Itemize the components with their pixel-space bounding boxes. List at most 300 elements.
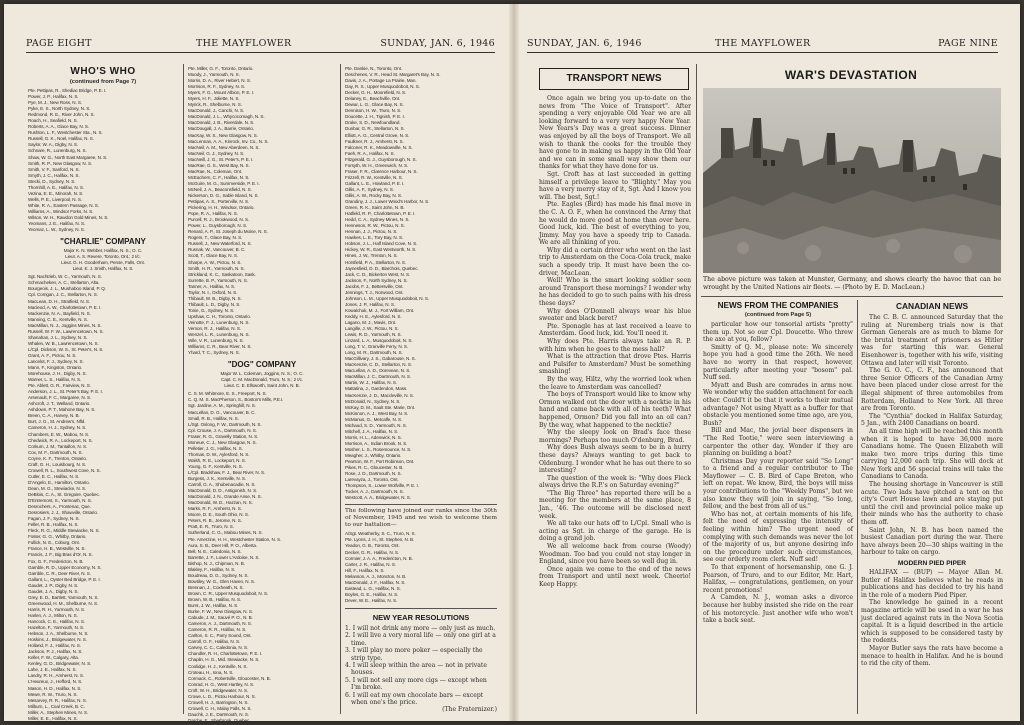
roster-entry: Macleod, A. W., Charlottetown, P. E. I.: [28, 304, 102, 310]
roster-list: [28, 274, 178, 721]
roster-entry: MacDonald, J., Canchi, N. S.: [188, 108, 245, 114]
roster-entry: MacNeil, A. M., New Aberdeen, N. S.: [188, 144, 260, 150]
roster-entry: Young, G. F., Kentville, N. S.: [188, 463, 243, 469]
photo-caption: The above picture was taken at Munster, Germany, and shows clearly the havoc that can be wrought by the United Nations air fleets. — (Photo by E. D. MacLean.): [703, 276, 1001, 291]
transport-paragraph: Why did a certain driver who went on the last trip to Amsterdam on the Coca-Cola truck, make such a speedy trip. It must have been the co-driver, MacLean.: [539, 246, 691, 277]
roster-entry: McManus, G., Metcalfe, N. S.: [345, 416, 403, 422]
transport-paragraph: By the way, Hiltz, why the worried look when the leave to Amsterdam was cancelled?: [539, 375, 691, 391]
roster-entry: Crowell, R. L., Southwest Cove, N. S.: [28, 467, 101, 473]
roster-entry: Jackson, F., North Sydney, N. S.: [345, 277, 408, 283]
roster-entry: Gallant, L., Oyster Bed Bridge, P. E. I.: [28, 576, 101, 582]
roster-entry: Grant, A. F., Pictou, N. S.: [28, 352, 77, 358]
transport-paragraph: We all welcome back from course (Woody) Woodman. Too bad you could not stay longer in England, since you have been so well dug in.: [539, 543, 691, 566]
roster-entry: Yeomaz, L. W., Sydney, N. S.: [28, 227, 85, 233]
officer-entry: Capt. C. M. MacDonald, Truro, N. S.; 2 I/c.: [221, 377, 303, 383]
officer-entry: Lieut. C. E. Ellsworth, Saint John, N. B.: [224, 383, 300, 389]
roster-entry: Wile, V. R., Lunenburg, N. S.: [188, 338, 244, 344]
page-number: PAGE EIGHT: [26, 38, 92, 49]
roster-entry: Williams, C. R., Bear River, N. S.: [188, 344, 252, 350]
roster-entry: Schmacheken, A. C., Stellarton, Alta.: [28, 280, 100, 286]
roster-entry: Morrison, R. F., Sydney, N. S.: [188, 84, 246, 90]
roster-entry: Rose, J. D., Dartmouth, N. S.: [345, 471, 402, 477]
dog-company-title: "DOG" COMPANY: [227, 360, 297, 370]
roster-entry: Kenley, G. D., Bridgewater, N. S.: [28, 661, 92, 667]
roster-entry: Lagano, M. J., Mavis, Ont.: [345, 319, 397, 325]
roster-entry: Linzard, L. A., Musquodoboit, N. S.: [345, 338, 413, 344]
column-rule: [857, 300, 858, 714]
roster-entry: Thibault, W. B., Digby, N. S.: [188, 295, 242, 301]
transport-paragraph: Pte. Sponagle has at last received a leave to Amsterdam. Good luck, kid. You'll need it.: [539, 322, 691, 338]
page-header: [527, 38, 998, 53]
roster-entry: Dunbar, G. R., Stellarton, N. S.: [345, 126, 405, 132]
roster-entry: Hobson, J. L., Half Island Cove, N. S.: [345, 241, 418, 247]
roster-entry: Corkum, J. M., Tantallon, N. S.: [28, 443, 88, 449]
issue-date: SUNDAY, JAN. 6, 1946: [380, 38, 495, 49]
roster-entry: D'Angelo, E., Hamilton, Ontario.: [28, 479, 90, 485]
roster-entry: Mattatina, J., Gardendon, Mass.: [345, 386, 408, 392]
roster-entry: Jaynesfield, D. D., Blarchois, Quebec.: [345, 265, 419, 271]
transport-paragraph: Once again we bring you up-to-date on the news from "The Voice of Transport". After spending a very enjoyable Old Year we are all looking forward to a very very happy New Year. New Years's Day was a great success. Dinner was enjoyed by all the boys of Transport. We all wish to thank the cooks for the trouble they have gone to in making us happy in the Old Year and we can in some small way show them our thanks for what they have done for us.: [539, 95, 691, 171]
companies-paragraph: To that exponent of horsemanship, one G. J. Pearson, of Truro, and to our Editor, Mr. Hart, Halifax, — congratulations, gentlemen, on your recent promotions!: [703, 564, 853, 594]
roster-entry: Blakley, F., Halifax, N. S.: [188, 566, 236, 572]
roster-entry: Hickey, W. R., East Wentworth, N. S.: [345, 247, 417, 253]
roster-entry: Craft, G. H., Louisbourg, N. S.: [28, 461, 87, 467]
roster-entry: Arsenault, F. C., Margaree, N. S.: [28, 395, 92, 401]
companies-news-title: NEWS FROM THE COMPANIES: [717, 301, 839, 310]
roster-entry: Russell, J., New Waterford, N. S.: [188, 241, 252, 247]
roster-entry: Upshaw, C. H., Toronto, Ontario.: [188, 313, 251, 319]
roster-entry: Peters, R. B., Jerome, N. S.: [188, 518, 242, 524]
officer-list: [28, 248, 178, 272]
roster-list: [28, 88, 178, 233]
roster-entry: Burnt, J. W., Halifax, N. S.: [188, 603, 239, 609]
officer-entry: Lieut. E. J. Smith, Halifax, N. S.: [72, 266, 134, 272]
ruins-photo-illustration: [703, 88, 1001, 273]
issue-date: SUNDAY, JAN. 6, 1946: [527, 38, 642, 49]
roster-entry: Bishop, N. J., Chipman, N. B.: [188, 560, 245, 566]
roster-entry: Drake, S. D., Newfoundland.: [345, 120, 401, 126]
roster-entry: MacMillan, J. C., Dartmouth, N. S.: [345, 374, 412, 380]
roster-entry: Breen, C. A., Harvey, N. B.: [28, 413, 80, 419]
roster-entry: Fraser, R. G., Gravelly Station, N. S.: [188, 433, 259, 439]
masthead-title: THE MAYFLOWER: [196, 38, 292, 49]
transport-paragraph: We all take our hats off to L/Cpl. Small who is acting as Sgt. in charge of the garage. He is doing a grand job.: [539, 520, 691, 543]
roster-entry: Vernon, R. J., Halifax, N. S.: [188, 326, 242, 332]
roster-entry: Bowtiley, W. G., Glen Haven, N. S.: [188, 578, 255, 584]
roster-entry: Hancock, C. E., Halifax, N. S.: [28, 618, 85, 624]
canadian-paragraph: Saint John, N. B. has been named the busiest Canadian port during the war. There have always been 20—30 ships waiting in the harbour to take on cargo.: [861, 526, 1003, 557]
new-member-entry: Pte. Lyons, J. H., St. Stephen, N. B.: [345, 537, 415, 543]
roster-entry: Faulkner, R. J., Amherst, N. S.: [345, 138, 404, 144]
roster-entry: Sgt. Nachtrieb, W. C., Yarmouth, N. S.: [28, 274, 102, 280]
roster-entry: McDonald, N., Sydney, N. S.: [345, 398, 401, 404]
transport-paragraph: The boys of Transport would like to know why Ormon walked out the door with a necktie in his hand and came back with all of his teeth? What happened, Ormon? Did you fall into an oil can? By the way, what happened to the necktie?: [539, 391, 691, 429]
roster-entry: Gaudet, J. P., Digby, N. S.: [28, 582, 79, 588]
companies-paragraph: A Camden, N. J., woman asks a divorce because her hubby insisted she ride on the rear of his motorcycle. Just another wife who won't take a back seat.: [703, 594, 853, 625]
roster-entry: MacNeill, J. G., St. Peter's, P. E. I.: [188, 156, 254, 162]
roster-entry: Saylor, W. A., Digby, N. S.: [28, 142, 79, 148]
roster-entry: Tanner, A., Halifax, N. S.: [188, 283, 236, 289]
roster-entry: Lancelot, F. J., Sydney, N. S.: [28, 358, 84, 364]
roster-entry: Chambers, E. W., Mabou, N. S.: [28, 431, 90, 437]
roster-entry: McNeil, J. A., Beaconsfield, N. S.: [188, 186, 252, 192]
resolution-item: 2. I will live a very moral life — only one girl at a time.: [345, 632, 496, 647]
resolutions-title: NEW YEAR RESOLUTIONS: [372, 612, 470, 622]
roster-entry: Martin, W. J., Halifax, N. S.: [345, 380, 397, 386]
resolution-item: 6. I will eat my own chocolate bars — except when one's the price.: [345, 691, 484, 706]
new-member-entry: MacDonald, J. F., Halifax, N. S.: [345, 579, 406, 585]
roster-entry: Smith, R. P., New Glasgow, N. S.: [28, 160, 93, 166]
canadian-paragraph: The housing shortage in Vancouver is still acute. Two lads have pitched a tent on the city's Court House lawn and are staying put until the civil and provincial police make up their minds who has the authority to chase them off.: [861, 481, 1003, 527]
transport-news-box: [539, 68, 689, 90]
roster-entry: Cutler, E. C., Halifax, N. S.: [28, 473, 80, 479]
roster-entry: Redmond, R. E., River John, N. S.: [28, 112, 95, 118]
roster-entry: Cpl. Crouse, J. A., Dartmouth, N. S.: [188, 427, 257, 433]
roster-entry: Landry, R. H., Amherst, N. S.: [28, 673, 84, 679]
roster-entry: MacDonald, J. N., Grande Anse, N. S.: [188, 494, 262, 500]
roster-entry: Tucker, A. J., Dartmouth, N. S.: [345, 489, 404, 495]
roster-entry: Walsh, R. E., Lockeport, N. S.: [188, 457, 246, 463]
munster-ruins-photo: [703, 88, 1001, 273]
roster-entry: Aura, S. B., Deer Hill, P. O., Alberta.: [188, 542, 258, 548]
roster-entry: MacDonald, J. B., Riverdale, N. S.: [188, 120, 255, 126]
roster-list: [345, 66, 497, 501]
roster-entry: Mesarvey, R. R., Halifax, N. S.: [28, 697, 87, 703]
roster-entry: Chaplin, H. G., Mid. Stewiacke, N. S.: [188, 657, 260, 663]
companies-paragraph: Christmas Day your reporter said "So Long" to a friend and a regular contributor to The Mayflower — C. B. Bird of Cape Breton, who left on repat. We know, Bird, the boys will miss your contributions to the "Weekly Poms", but we also know they will join in saying, "So long, fellow, and the best from all of us.": [703, 457, 853, 511]
roster-entry: Johnson, L. M., Upper Musquodoboit, N. S.: [345, 295, 429, 301]
roster-entry: Keller, F. W., Calgary, Alta.: [28, 655, 79, 661]
roster-entry: Lahe, J. E., Halifax, N. S.: [28, 667, 77, 673]
roster-entry: Whalen, W. B., Lawrencetown, N. S.: [28, 340, 99, 346]
roster-entry: Wilson, W. H., Rawdon Gold Mines, N. S.: [28, 214, 109, 220]
roster-entry: C. Q. M. S. MacPherson, S., Boston's Mills, P.E.I.: [188, 397, 284, 403]
transport-paragraph: Why the sleepy look on Brad's face these mornings? Perhaps too much O'denburg, Brad.: [539, 429, 691, 444]
roster-entry: Morehouse, J. H., Digby, N. S.: [28, 371, 87, 377]
roster-entry: Moore, D. E., South Ohio, N. S.: [188, 512, 249, 518]
roster-entry: McEachern, C. F., Halifax, N. S.: [188, 174, 250, 180]
roster-list: [188, 66, 336, 356]
roster-entry: Rusnak, W., Vancouver, B. C.: [188, 247, 246, 253]
transport-paragraph: "The Big Three" has reported there will be a meeting for the members at the same place, 8 Jan., '46. The outcome will be disclosed next week.: [539, 489, 691, 520]
roster-entry: Manning, C. E., Kentville, N. S.: [28, 316, 88, 322]
roster-entry: Rushton, L. F., Westchester Sta., N. S.: [28, 130, 103, 136]
roster-entry: Lewis, R. D., Yarmouth, N. S.: [345, 332, 402, 338]
roster-entry: Anderson, J. L., St. Peter's Bay, P. E. I.: [28, 389, 103, 395]
whos-who-column-1: [28, 66, 178, 721]
canadian-paragraph: The C. B. C. announced Saturday that the ruling at Nuremberg trials now is that German Generals are as much to blame for the brutal treatment of prisoners as Hitler was for starting this war. General Eisenhower is, together with his wife, visiting Ottawa and later will visit Toronto.: [861, 314, 1003, 367]
roster-entry: Cameron, H. J., Sydney, N. S.: [28, 425, 87, 431]
canadian-news-title: CANADIAN NEWS: [895, 301, 969, 311]
roster-entry: Pickering, H. H., Windsor, Ontario.: [188, 205, 255, 211]
roster-entry: Mackenzie, N. A., Bayfield, N. S.: [28, 310, 91, 316]
roster-entry: Purcell, R. J., Brookwood, N. S.: [188, 217, 250, 223]
new-member-entry: Dever, W. E., Halifax, N. S.: [345, 597, 398, 603]
transport-news-body: [539, 95, 691, 715]
section-divider: [701, 296, 1003, 297]
roster-entry: Mosher, L. S., Rosemounce, N. S.: [345, 446, 412, 452]
transport-paragraph: Once again we come to the end of the news from Transport and until next week. Cheerio! Keep Happy.: [539, 565, 691, 588]
roster-entry: Brennan, J., Coxheath, N. S.: [188, 584, 244, 590]
roster-entry: Barrette, J. F., Lower L'Ardoise, N. S.: [188, 554, 260, 560]
transport-paragraph: Why does Bush always seem to be in a hurry these days? Always wanting to get back to Oldenburg. I wonder what he has out there to so interesting?: [539, 444, 691, 475]
roster-entry: Smith, V. F., Sanford, N. S.: [28, 166, 80, 172]
roster-entry: Pte. Dankie, N., Toronto, Ont.: [345, 66, 402, 71]
roster-entry: Cpl. Corrigan, J. C., Stellarton, N. S.: [28, 292, 98, 298]
roster-entry: Pettipas, A. S., Porterville, N. S.: [188, 199, 250, 205]
roster-entry: Davis, J. A., Portage La Prairie, Man.: [345, 78, 417, 84]
roster-entry: MacDonald, J. L., Whycocomagh, N. S.: [188, 114, 265, 120]
section-divider: [345, 504, 497, 505]
roster-entry: Carlton, S. C., Parry Sound, Ont.: [188, 633, 252, 639]
roster-entry: Jennings, T. J., Norwood, Ont.: [345, 289, 404, 295]
roster-entry: Feller, R. B., Halifax, N. S.: [28, 522, 79, 528]
roster-entry: Small, R. B., Halifax, N. S.: [188, 415, 239, 421]
whos-who-title: WHO'S WHO: [70, 66, 136, 77]
roster-entry: Smith, H. R., Yarmouth, N. S.: [188, 265, 245, 271]
roster-entry: Strickland, K. C., Saskatoon, Sask.: [188, 271, 256, 277]
roster-entry: Coolidge, H. J., Kentville, N. S.: [188, 663, 248, 669]
resolution-item: 3. I will play no more poker — especially the strip type.: [345, 647, 483, 662]
roster-entry: Stecki, D., Sydney, N. S.: [28, 178, 76, 184]
roster-entry: Morrison, A., Indian Brook, N. S.: [345, 440, 408, 446]
roster-entry: Pte. Amerzine, H. H., Westchester Station, N. S.: [188, 536, 282, 542]
roster-entry: C. S. M. Whitmore, E. S., Freeport, N. S.: [188, 391, 267, 397]
roster-entry: Mitchell, J. A., Halifax, N. S.: [345, 428, 399, 434]
whos-who-column-2: [188, 66, 336, 723]
transport-paragraph: Sgt. Croft has at last succeeded in getting himself a privilege leave to "Blighty." May you have a very merry stay of it, Sgt. And I know you will. The best, Sgt.!: [539, 170, 691, 201]
roster-entry: Russell, G. K., Noel, Halifax, N. S.: [28, 136, 94, 142]
roster-entry: Yeomans, J. E., Halifax, N. S.: [28, 221, 86, 227]
roster-entry: MacKenzie, C. D., Stellarton, N. S.: [345, 362, 412, 368]
roster-entry: Russell, W. F. W., Lawrencetown, N. S.: [28, 328, 104, 334]
roster-entry: Wells, P. E., Liverpool, N. S.: [28, 196, 83, 202]
roster-entry: Gamble, C. R., Deer River, N. S.: [28, 570, 91, 576]
roster-entry: L/Cpl. Bradshaw, F. J., Bear River, N. S.: [188, 470, 266, 475]
roster-entry: Scott, T., Glace Bay, N. S.: [188, 253, 238, 259]
roster-entry: Doucette, J. H., Tignish, P. E. I.: [345, 114, 405, 120]
whos-who-column-3: [345, 66, 497, 714]
officer-entry: Major W. L. Coleman, Joggins, N. S.; O. C.: [220, 371, 304, 377]
transport-paragraph: The question of the week is: "Why does Fleck always drive the R.P.'s on Saturday evening?": [539, 474, 691, 490]
canadian-paragraph: An all time high will be reached this month when it is hoped to have 36,000 more Canadians home. The Queen Elizabeth will make two more trips during this time carrying 12,000 each trip. She will dock at New York and 56 special trains will take the Canadians to Canada.: [861, 427, 1003, 481]
roster-entry: MacKay, W. S., New Glasgow, N. S.: [188, 132, 258, 138]
resolutions-credit: (The Fraternizer.): [442, 706, 497, 714]
resolution-item: 4. I will sleep within the area — not in private houses.: [345, 661, 487, 677]
roster-entry: Gamble, R. D., Upper Economy, N. S.: [28, 564, 102, 570]
companies-news-subtitle: (continued from Page 5): [744, 312, 812, 318]
roster-entry: Pye, M. J., New Ross, N. S.: [28, 100, 82, 106]
roster-entry: Warner, L. S., Halifax, N. S.: [28, 377, 82, 383]
transport-paragraph: What is the attraction that drove Ptes. Harris and Pulsifer to Amsterdam? Must be something smashing!: [539, 353, 691, 376]
roster-entry: Wenzel, L. R., Lunenburg, N. S.: [188, 332, 250, 338]
roster-entry: Surrette, B. P., Yarmouth, N. S.: [188, 277, 248, 283]
roster-entry: Hennan, J. J., Pictou, N. S.: [345, 229, 398, 235]
roster-entry: White, R. A., Eastern Passage, N. S.: [28, 202, 99, 208]
new-members-list: [345, 531, 497, 604]
roster-entry: Crowell, H. J., Barrington, N. S.: [188, 699, 249, 705]
new-member-entry: A/Sgt. Weatherby, S. C., Truro, N. S.: [345, 531, 416, 537]
roster-entry: Morris, H. L., Adenwick, N. S.: [345, 434, 402, 440]
roster-entry: Michaud, S. D., Yarmouth, N. S.: [345, 422, 407, 428]
roster-entry: Cameron, R. R., Halifax, N. S.: [188, 627, 247, 633]
roster-entry: Hatfield, R. P., Charlottetown, P. E. I.: [345, 211, 416, 217]
roster-entry: Renard, A. P., St. Joseph du Moine, N. S.: [188, 229, 268, 235]
section-divider: [345, 608, 497, 609]
roster-entry: Brown, W. B., Halifax, N. S.: [188, 596, 242, 602]
companies-paragraph: Smitty of Q. M., please note: We sincerely hope you had a good time the 26th. We need have no worry in that respect, however, particularly after meeting your "bosom" pal. Nuff sed.: [703, 343, 853, 382]
roster-entry: D'Entremont, S., Yarmouth, N. S.: [28, 498, 92, 504]
column-rule: [696, 64, 697, 714]
roster-entry: Long, T. V., Granville Ferry, N. S.: [345, 344, 409, 350]
roster-entry: Hawkes, L. E., Tory Bay, N. S.: [345, 235, 404, 241]
roster-entry: Pratt, E. R., Truro, N. S.: [188, 524, 234, 530]
roster-entry: MacKenzie, J. D., Maccleville, N. S.: [345, 392, 414, 398]
page-eight: [4, 4, 509, 721]
roster-entry: Chandler, R. H., Charlottetown, P. E. I.: [188, 651, 263, 657]
roster-entry: Shanahan, J. L., Sydney, N. S.: [28, 334, 88, 340]
roster-entry: Greenwood, H. M., Shelburne, N. S.: [28, 600, 99, 606]
roster-entry: Kowalchuk, M. J., Fort William, Ont.: [345, 307, 415, 313]
roster-entry: MacLellan, A. D., Dorevean, N. S.: [345, 368, 411, 374]
roster-entry: Faeh, R. A., Halifax, N. S.: [345, 150, 395, 156]
roster-entry: Harlen, A. J., Milton, N. S.: [28, 612, 78, 618]
roster-entry: Thomas, D. W., Aylesford, N. S.: [188, 451, 250, 457]
new-member-entry: Eastead, L. G., Halifax, N. S.: [345, 585, 401, 591]
roster-entry: Decker, G. H., Moorefield, N. S.: [345, 90, 407, 96]
canadian-news-column: [861, 301, 1003, 715]
roster-entry: Pte. Ablett, G. R., Fairview, N. S.: [28, 383, 91, 389]
transport-paragraph: Why does Pte. Harris always take an R. P. with him when he goes to the mess hall?: [539, 338, 691, 353]
roster-entry: MacMillan, N. J., Joggins Mines, N. S.: [28, 322, 102, 328]
roster-list: [188, 391, 336, 724]
roster-entry: McKinnon, A. J., West Bay, N. S.: [345, 410, 409, 416]
roster-entry: Westcott, A. A., Bridgewater, N. S.: [345, 495, 411, 501]
newspaper-spread: [4, 4, 1020, 721]
roster-entry: MacLellan, D. G., Vancouver, B. C.: [188, 409, 256, 415]
roster-entry: Grandiny, J. J., Lower Wood's Harbor, N. S.: [345, 199, 430, 205]
roster-entry: Thompson, S., Lower Wolfville, P. E. I.: [345, 483, 419, 489]
roster-entry: Meagher, J., Whitby, Ontario.: [345, 453, 402, 458]
transport-paragraph: Why does O'Donnell always wear his blue sweater and black beret?: [539, 307, 691, 323]
roster-entry: Bourgeois, J. L., Mushaboo Island, P. Q.: [28, 286, 106, 292]
canadian-news-body: [861, 314, 1003, 557]
officer-entry: Lieut. A. S. Revere, Toronto, Ont.; 2 I/c.: [65, 254, 141, 260]
roster-entry: Henneson, R. W., Pictou, N. S.: [345, 223, 405, 229]
officer-entry: Lieut. G. H. Gooderham, Pense, Falls, Ont.: [61, 260, 145, 266]
roster-entry: Delaney, E., Beachville, Ont.: [345, 96, 401, 102]
roster-entry: Cabude, J. M., Sauvé P. O., N. B.: [188, 615, 253, 621]
page-number: PAGE NINE: [938, 38, 998, 49]
roster-entry: Williams, A., Windsor Forks, N. S.: [28, 208, 94, 214]
resolutions-list: [345, 625, 497, 706]
roster-entry: Brown, C. R., Upper Musquodoboit, N. S.: [188, 590, 269, 596]
roster-entry: Ashcroft, J. T., Welland, Ontario.: [28, 401, 91, 407]
roster-entry: Carroll, G. A., Shubenacadie, N. S.: [188, 482, 256, 488]
wars-devastation-title: WAR'S DEVASTATION: [784, 68, 918, 82]
roster-entry: L/Cpl. Dickson, W. S., St. Peter's, N. S.: [28, 346, 104, 352]
roster-entry: Nickerson, D. G., Sable Island, N. S.: [188, 192, 259, 198]
roster-entry: Keddy, H. E., Aylesford, N. S.: [345, 313, 402, 319]
roster-entry: McKay, D. M., Sault Ste. Marie, Ont.: [345, 404, 416, 410]
resolution-item: 5. I will not sell any more cigs — except when I'm broke.: [345, 676, 487, 692]
roster-entry: Long, M. R., Dartmouth, N. S.: [345, 350, 403, 356]
roster-entry: Falconer, R. K., Meadowville, N. S.: [345, 144, 413, 150]
charlie-company-title: "CHARLIE" COMPANY: [60, 237, 146, 247]
roster-entry: Sutherland, C. G., Mabou Mines, N. S.: [188, 530, 263, 536]
companies-paragraph: Who has not, at certain moments of his life, felt the need of expressing the intensity of feeling within him? The urgent need of complying with such demands was never the lot of the majority of us, but anyone desiring info on the procedure under such circumstances, see our orderly room clerk. Nuff sed!: [703, 510, 853, 564]
roster-entry: Yhard, T. C., Sydney, N. S.: [188, 350, 240, 356]
roster-entry: Burt, J. G., St. Andrew's, Nfld.: [28, 419, 86, 425]
roster-entry: Pte. Pettipas, R., Shediac Bridge, P. E. I.: [28, 88, 107, 93]
roster-entry: Jackson, P. J., Halifax, N. S.: [28, 649, 83, 655]
roster-entry: Deschenes, V. R., Head St. Margaret's Bay, N. S.: [345, 72, 441, 78]
transport-paragraph: Pte. Eagles (Bird) has made his final move in the C. A. O. F., when he convinced the Army that he would do more good at home than over here. Good luck, kid. The best of everything to you, Jimmy. May you have a speedy trip to Canada. We are all thinking of you.: [539, 201, 691, 247]
roster-entry: Sgt. Jardine, A. M., Springhill, N. S.: [188, 403, 256, 409]
roster-entry: Cox, M. F., Dartmouth, N. S.: [28, 449, 83, 455]
roster-entry: Jones, J. P., Halifax, N. S.: [345, 301, 395, 307]
pied-piper-body: [861, 569, 1003, 668]
roster-entry: Crowe, L. D., Pictou Harbour, N. S.: [188, 693, 256, 699]
companies-paragraph: Bill and Mac, the jovial beer dispensers in "The Red Tootie," were seen interviewing a carpenter the other day. Wonder if they are planning on building a boat?: [703, 427, 853, 458]
roster-entry: Miller, A., Stephen Mines, N. S.: [28, 709, 89, 715]
roster-entry: Burgess, J. K., Kentville, N. S.: [188, 476, 247, 482]
roster-entry: Hebson, J. A., Shelburne, N. S.: [28, 631, 89, 637]
roster-entry: Horsfield, P. A., Stellarton, N. S.: [345, 259, 407, 265]
whos-who-subtitle: (continued from Page 7): [69, 79, 137, 85]
roster-entry: Shaw, W. G., North East Margaree, N. S.: [28, 154, 108, 160]
roster-entry: Vezina, E. E., Minorah, N. S.: [28, 190, 84, 196]
roster-entry: L'Heureux, J., Hefford, N. S.: [28, 679, 83, 685]
column-rule: [183, 64, 184, 714]
new-member-entry: Cormier, J. A. A., Fredericton, N. B.: [345, 555, 413, 561]
roster-entry: Larevayza, J., Toronto, Ont.: [345, 477, 399, 483]
roster-entry: Myers, H. F., Joliette, N. S.: [188, 96, 240, 102]
roster-entry: France, H. B., Westville, N. S.: [28, 546, 86, 552]
roster-entry: Ashdown, P. T., Mahone Bay, N. S.: [28, 407, 96, 413]
roster-entry: Croft, W. H., Bridgewater, N. S.: [188, 687, 249, 693]
roster-entry: Veinotte, F. J., Lunenburg, N. S.: [188, 319, 250, 325]
officer-list: [188, 371, 336, 389]
companies-news-body: [703, 321, 853, 625]
roster-entry: Jacobs, F. J., Bettersville, Ont.: [345, 283, 404, 289]
roster-entry: Frizzell, R. W., Kentville, N. S.: [345, 174, 403, 180]
roster-entry: DeBlois, C. A., St. Gregoire, Quebec.: [28, 492, 100, 497]
roster-entry: Burke, F. W., New Glasgow, N. S.: [188, 609, 253, 615]
roster-entry: Schnare, R., Lunenburg, N. S.: [28, 148, 87, 154]
roster-entry: MacDougall, J. A., Barrie, Ontario.: [188, 126, 254, 132]
roster-entry: Pte. Miller, G. F., Toronto, Ontario.: [188, 66, 254, 71]
roster-entry: Myrick, R., Shelburne, N. S.: [188, 102, 242, 108]
roster-entry: MacLennan, A. A., Kinrock, Inv. Co., N. S.: [188, 138, 269, 144]
transport-news-title: TRANSPORT NEWS: [566, 73, 662, 84]
officer-entry: Major K. N. Webber, Halifax, N. S.; O. C.: [63, 248, 143, 254]
new-member-entry: Hill, F., Halifax, N. S.: [345, 567, 385, 573]
roster-entry: Desrosiers, J. J., Shawville, Ontario.: [28, 510, 98, 516]
roster-entry: Fitzgerald, G. J., Guysborough, N. S.: [345, 156, 417, 162]
roster-entry: Miller, E. E., Halifax, N. S.: [28, 715, 78, 721]
roster-entry: Power, J. P., Halifax, N. S.: [28, 94, 79, 100]
roster-entry: Roberts, A. A., Glace Bay, N. S.: [28, 124, 90, 130]
roster-entry: Bell, N. E., Caledonia, N. S.: [188, 548, 242, 554]
roster-entry: Pearson, W. F., Port Robinson, Ont.: [345, 459, 415, 465]
roster-entry: Gaudet, J. A., Digby, N. S.: [28, 588, 79, 594]
column-rule: [340, 64, 341, 714]
roster-entry: Dewar, L. G., Glace Bay, N. S.: [345, 102, 404, 108]
roster-entry: Hedd, C. A., Sydney Mines, N. S.: [345, 217, 410, 223]
roster-entry: Moody, J., Yarmouth, N. S.: [188, 72, 240, 78]
roster-entry: Fox, G. F., Fredericton, N. B.: [28, 558, 84, 564]
